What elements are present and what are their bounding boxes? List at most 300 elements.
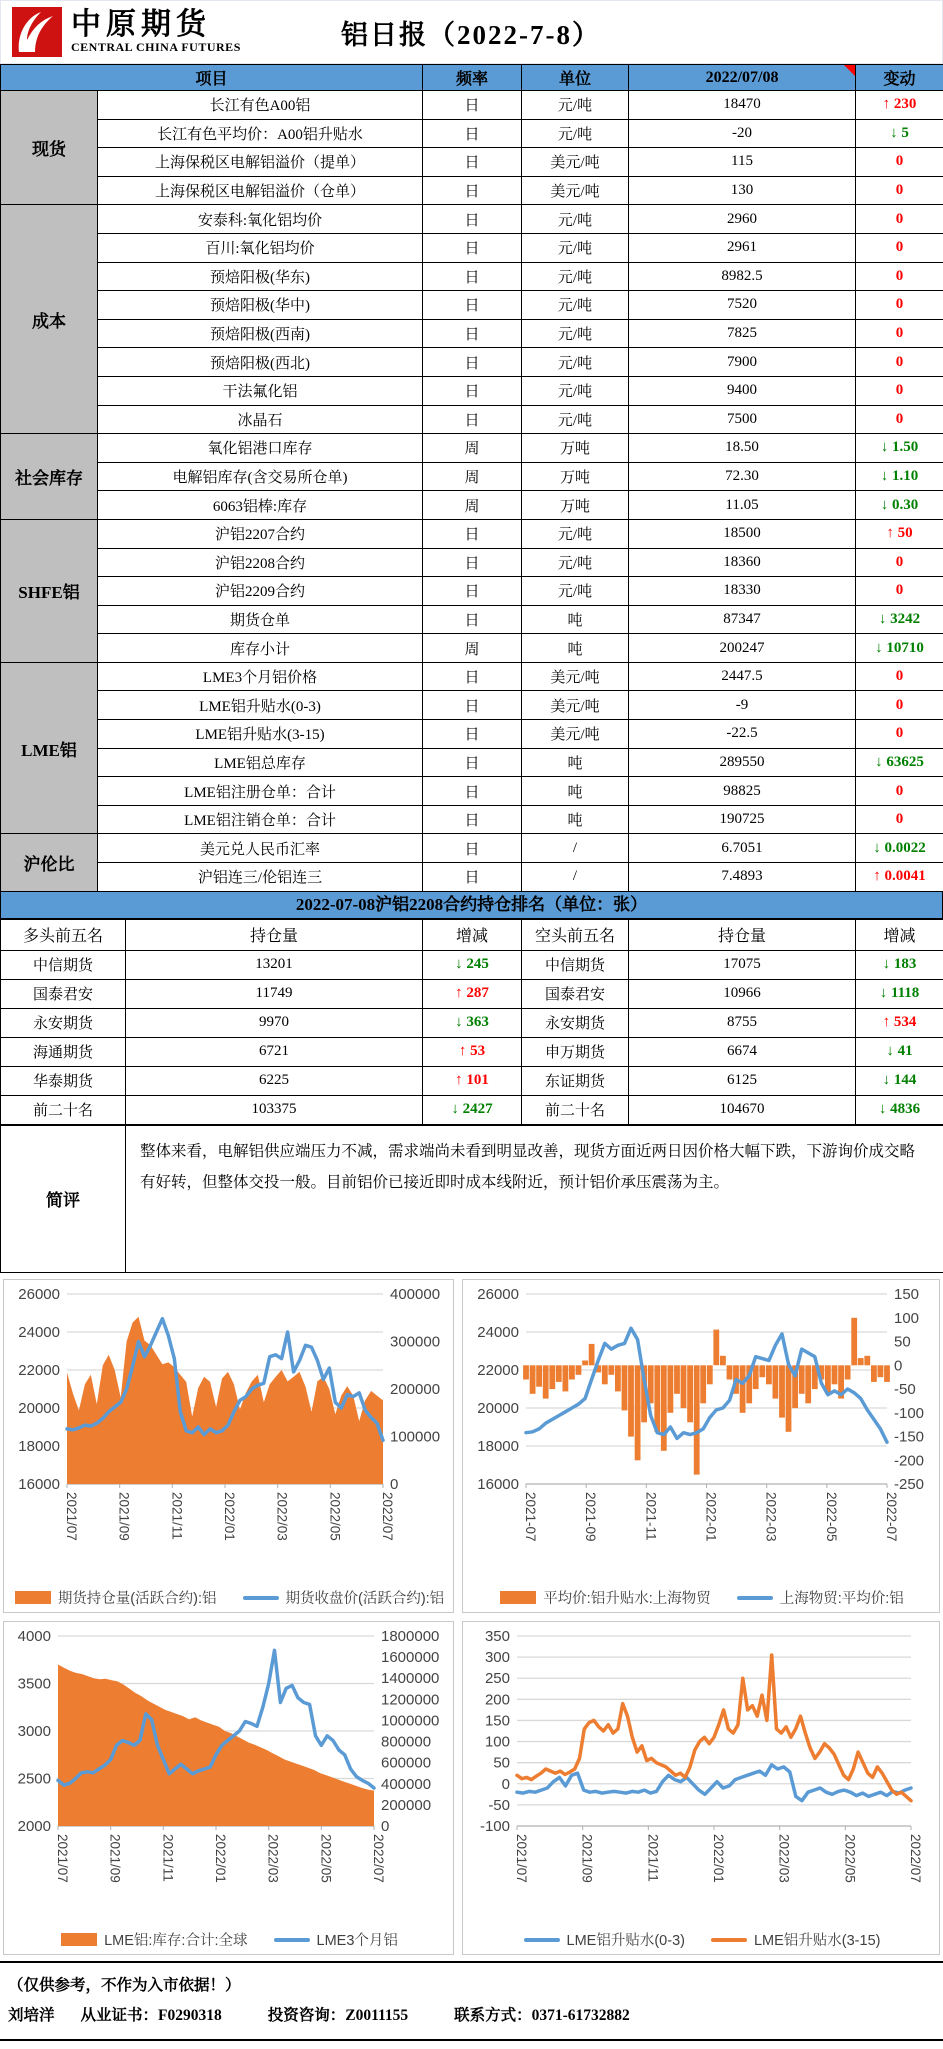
svg-text:2022/07: 2022/07 xyxy=(371,1833,386,1883)
item-change xyxy=(856,748,943,777)
ranking-banner: 2022-07-08沪铝2208合约持仓排名（单位：张） xyxy=(0,892,943,919)
ranking-cell: 13201 xyxy=(126,950,423,979)
svg-text:2022/05: 2022/05 xyxy=(318,1833,334,1883)
svg-text:1400000: 1400000 xyxy=(381,1669,440,1687)
item-name: 百川:氧化铝均价 xyxy=(98,233,423,262)
table-row xyxy=(1,691,943,720)
legend-label: 平均价:铝升贴水:上海物贸 xyxy=(543,1591,711,1608)
item-change xyxy=(856,176,943,205)
item-change xyxy=(856,291,943,320)
item-value: 289550 xyxy=(629,748,856,777)
item-unit: 美元/吨 xyxy=(522,691,629,720)
item-value: 7900 xyxy=(629,348,856,377)
change-up: ↑ 534 xyxy=(882,1014,917,1031)
svg-text:2022-03: 2022-03 xyxy=(763,1491,779,1542)
item-change xyxy=(856,348,943,377)
svg-text:3000: 3000 xyxy=(17,1722,51,1740)
change-flat: 0 xyxy=(895,182,904,199)
item-value: 6.7051 xyxy=(629,834,856,863)
svg-text:2022/01: 2022/01 xyxy=(222,1491,237,1541)
item-value: 7825 xyxy=(629,319,856,348)
chart-panel xyxy=(3,1279,454,1613)
item-value: -20 xyxy=(629,119,856,148)
item-name: LME铝升贴水(3-15) xyxy=(98,720,423,749)
table-row xyxy=(1,720,943,749)
svg-text:2000: 2000 xyxy=(17,1817,51,1835)
change-down: ↓ 0.0022 xyxy=(873,839,926,856)
item-value: 18330 xyxy=(629,577,856,606)
legend-line-swatch-icon xyxy=(524,1938,560,1942)
item-change xyxy=(856,462,943,491)
item-freq: 日 xyxy=(423,605,522,634)
item-freq: 日 xyxy=(423,863,522,892)
page-title: 铝日报（2022-7-8） xyxy=(341,19,601,50)
svg-text:26000: 26000 xyxy=(18,1285,60,1303)
item-unit: 吨 xyxy=(522,605,629,634)
group-label: LME铝 xyxy=(1,662,98,834)
svg-text:2022/01: 2022/01 xyxy=(213,1833,228,1883)
item-name: 沪铝连三/伦铝连三 xyxy=(98,863,423,892)
change-up: ↑ 287 xyxy=(455,985,489,1002)
item-name: 干法氟化铝 xyxy=(98,376,423,405)
table-row xyxy=(1,434,943,463)
item-change xyxy=(856,205,943,234)
svg-text:2022/03: 2022/03 xyxy=(274,1491,290,1541)
item-name: 上海保税区电解铝溢价（提单） xyxy=(98,148,423,177)
item-name: 预焙阳极(西北) xyxy=(98,348,423,377)
change-down: ↓ 5 xyxy=(890,124,909,141)
ranking-col-header: 多头前五名 xyxy=(1,919,126,950)
contact-phone: 联系方式：0371-61732882 xyxy=(454,2006,630,2024)
item-change xyxy=(856,233,943,262)
company-name xyxy=(71,10,241,54)
item-unit: 元/吨 xyxy=(522,319,629,348)
item-change xyxy=(856,720,943,749)
table-row xyxy=(1,405,943,434)
change-flat: 0 xyxy=(895,811,904,828)
item-name: 沪铝2208合约 xyxy=(98,548,423,577)
item-change xyxy=(856,777,943,806)
item-unit: 元/吨 xyxy=(522,291,629,320)
item-freq: 日 xyxy=(423,348,522,377)
ranking-cell: 永安期货 xyxy=(1,1008,126,1037)
item-freq: 日 xyxy=(423,291,522,320)
svg-text:2022/07: 2022/07 xyxy=(380,1491,395,1541)
item-change xyxy=(856,119,943,148)
ranking-col-header: 持仓量 xyxy=(126,919,423,950)
svg-text:800000: 800000 xyxy=(381,1733,432,1751)
item-value: 200247 xyxy=(629,634,856,663)
item-name: 美元兑人民币汇率 xyxy=(98,834,423,863)
svg-text:20000: 20000 xyxy=(18,1399,60,1417)
item-freq: 日 xyxy=(423,405,522,434)
change-down: ↓ 1118 xyxy=(879,985,920,1002)
change-flat: 0 xyxy=(895,582,904,599)
svg-text:1200000: 1200000 xyxy=(381,1690,440,1708)
item-unit: 吨 xyxy=(522,805,629,834)
chart-plot xyxy=(465,1282,937,1576)
table-row xyxy=(1,262,943,291)
item-change xyxy=(856,91,943,120)
ranking-col-header: 空头前五名 xyxy=(522,919,629,950)
change-flat: 0 xyxy=(895,239,904,256)
item-unit: 万吨 xyxy=(522,462,629,491)
svg-text:2021-09: 2021-09 xyxy=(583,1491,599,1542)
change-down: ↓ 63625 xyxy=(875,753,924,770)
legend-label: 期货持仓量(活跃合约):铝 xyxy=(57,1591,217,1608)
chart-legend xyxy=(6,1581,453,1615)
legend-line-swatch-icon xyxy=(274,1938,310,1942)
svg-text:100: 100 xyxy=(894,1309,920,1327)
ranking-change xyxy=(856,1037,943,1066)
table-row xyxy=(1,777,943,806)
chart-legend xyxy=(465,1581,939,1615)
item-name: 库存小计 xyxy=(98,634,423,663)
svg-text:0: 0 xyxy=(501,1775,510,1793)
table-row xyxy=(1,148,943,177)
item-change xyxy=(856,148,943,177)
ranking-cell: 海通期货 xyxy=(1,1037,126,1066)
item-unit: / xyxy=(522,863,629,892)
table-row xyxy=(1,376,943,405)
item-name: LME铝总库存 xyxy=(98,748,423,777)
change-up: ↑ 50 xyxy=(886,525,913,542)
item-name: 预焙阳极(华中) xyxy=(98,291,423,320)
item-freq: 日 xyxy=(423,691,522,720)
ranking-cell: 中信期货 xyxy=(522,950,629,979)
item-change xyxy=(856,434,943,463)
group-label: 成本 xyxy=(1,205,98,434)
svg-text:2021/11: 2021/11 xyxy=(645,1833,661,1882)
report-header xyxy=(0,0,943,64)
change-down: ↓ 0.30 xyxy=(880,496,919,513)
change-down: ↓ 245 xyxy=(455,956,489,973)
ranking-row xyxy=(1,1008,943,1037)
svg-text:250: 250 xyxy=(484,1669,510,1687)
svg-text:22000: 22000 xyxy=(18,1361,60,1379)
ranking-change xyxy=(423,1008,522,1037)
item-name: LME铝升贴水(0-3) xyxy=(98,691,423,720)
legend-item xyxy=(15,1587,217,1608)
col-header-item: 项目 xyxy=(1,65,423,91)
legend-item xyxy=(500,1587,711,1608)
legend-item xyxy=(711,1929,881,1950)
svg-text:2500: 2500 xyxy=(17,1770,51,1788)
item-freq: 日 xyxy=(423,262,522,291)
charts-grid xyxy=(0,1273,943,1961)
item-name: 氧化铝港口库存 xyxy=(98,434,423,463)
price-table xyxy=(0,64,943,892)
item-change xyxy=(856,548,943,577)
ranking-cell: 东证期货 xyxy=(522,1066,629,1095)
legend-line-swatch-icon xyxy=(711,1938,747,1942)
item-name: 安泰科:氧化铝均价 xyxy=(98,205,423,234)
item-name: 电解铝库存(含交易所仓单) xyxy=(98,462,423,491)
legend-area-swatch-icon xyxy=(500,1591,536,1604)
legend-label: LME铝升贴水(3-15) xyxy=(753,1933,881,1950)
ranking-cell: 6721 xyxy=(126,1037,423,1066)
item-unit: 元/吨 xyxy=(522,405,629,434)
legend-label: 上海物贸:平均价:铝 xyxy=(779,1591,904,1608)
item-value: 18360 xyxy=(629,548,856,577)
item-change xyxy=(856,519,943,548)
comment-text: 整体来看，电解铝供应端压力不减，需求端尚未看到明显改善，现货方面近两日因价格大幅下跌，下游询价成交略有好转，但整体交投一般。目前铝价已接近即时成本线附近，预计铝价承压震荡为主。 xyxy=(126,1125,943,1272)
change-down: ↓ 41 xyxy=(886,1043,913,1060)
item-change xyxy=(856,634,943,663)
report-date: 2022/07/08 xyxy=(705,68,779,86)
item-unit: / xyxy=(522,834,629,863)
item-freq: 日 xyxy=(423,748,522,777)
ranking-cell: 国泰君安 xyxy=(522,979,629,1008)
svg-text:200000: 200000 xyxy=(390,1380,441,1398)
item-name: 长江有色平均价：A00铝升贴水 xyxy=(98,119,423,148)
chart-panel xyxy=(462,1279,940,1613)
item-unit: 元/吨 xyxy=(522,233,629,262)
ranking-change xyxy=(856,1008,943,1037)
svg-text:2022-07: 2022-07 xyxy=(884,1491,899,1542)
svg-text:300000: 300000 xyxy=(390,1333,441,1351)
ranking-row xyxy=(1,1066,943,1095)
svg-text:24000: 24000 xyxy=(477,1323,519,1341)
change-flat: 0 xyxy=(895,296,904,313)
ranking-cell: 前二十名 xyxy=(522,1095,629,1124)
svg-text:0: 0 xyxy=(381,1817,390,1835)
ranking-cell: 华泰期货 xyxy=(1,1066,126,1095)
item-value: 11.05 xyxy=(629,491,856,520)
group-label: 社会库存 xyxy=(1,434,98,520)
item-change xyxy=(856,319,943,348)
item-freq: 日 xyxy=(423,148,522,177)
chart-panel xyxy=(3,1621,454,1955)
svg-text:2022/05: 2022/05 xyxy=(327,1491,343,1541)
ranking-cell: 103375 xyxy=(126,1095,423,1124)
table-row xyxy=(1,91,943,120)
item-value: 7.4893 xyxy=(629,863,856,892)
comment-table xyxy=(0,1125,943,1273)
col-header-unit: 单位 xyxy=(522,65,629,91)
item-change xyxy=(856,376,943,405)
ranking-cell: 中信期货 xyxy=(1,950,126,979)
svg-text:200000: 200000 xyxy=(381,1796,432,1814)
item-unit: 万吨 xyxy=(522,434,629,463)
svg-text:2021/11: 2021/11 xyxy=(169,1491,185,1540)
item-name: 6063铝棒:库存 xyxy=(98,491,423,520)
change-flat: 0 xyxy=(895,696,904,713)
analyst-name: 刘培洋 xyxy=(8,2006,55,2024)
item-value: 8982.5 xyxy=(629,262,856,291)
svg-text:0: 0 xyxy=(390,1475,399,1493)
ranking-change xyxy=(856,1095,943,1124)
change-down: ↓ 363 xyxy=(455,1014,489,1031)
svg-text:2022/05: 2022/05 xyxy=(842,1833,858,1883)
svg-text:100000: 100000 xyxy=(390,1428,441,1446)
svg-text:-50: -50 xyxy=(894,1380,916,1398)
svg-text:2021/11: 2021/11 xyxy=(160,1833,176,1882)
ranking-col-header: 增减 xyxy=(856,919,943,950)
legend-item xyxy=(737,1587,904,1608)
change-flat: 0 xyxy=(895,553,904,570)
ranking-cell: 永安期货 xyxy=(522,1008,629,1037)
item-value: 98825 xyxy=(629,777,856,806)
item-freq: 日 xyxy=(423,91,522,120)
change-down: ↓ 183 xyxy=(882,956,917,973)
item-value: 2961 xyxy=(629,233,856,262)
svg-text:2022/03: 2022/03 xyxy=(776,1833,792,1883)
change-flat: 0 xyxy=(895,782,904,799)
svg-text:400000: 400000 xyxy=(381,1775,432,1793)
item-freq: 日 xyxy=(423,720,522,749)
item-freq: 周 xyxy=(423,462,522,491)
table-row xyxy=(1,462,943,491)
ranking-change xyxy=(423,1095,522,1124)
legend-item xyxy=(61,1929,247,1950)
item-unit: 元/吨 xyxy=(522,577,629,606)
chart-plot xyxy=(6,1624,451,1918)
item-freq: 日 xyxy=(423,376,522,405)
ranking-cell: 17075 xyxy=(629,950,856,979)
change-down: ↓ 144 xyxy=(882,1072,917,1089)
item-value: -9 xyxy=(629,691,856,720)
svg-text:26000: 26000 xyxy=(477,1285,519,1303)
item-value: 2960 xyxy=(629,205,856,234)
ranking-cell: 11749 xyxy=(126,979,423,1008)
svg-text:-150: -150 xyxy=(894,1428,925,1446)
svg-text:150: 150 xyxy=(894,1285,920,1303)
item-change xyxy=(856,491,943,520)
change-flat: 0 xyxy=(895,267,904,284)
item-freq: 日 xyxy=(423,119,522,148)
svg-text:1800000: 1800000 xyxy=(381,1627,440,1645)
item-unit: 美元/吨 xyxy=(522,720,629,749)
col-header-date xyxy=(629,65,856,91)
svg-text:400000: 400000 xyxy=(390,1285,441,1303)
item-value: 130 xyxy=(629,176,856,205)
legend-item xyxy=(274,1929,398,1950)
change-down: ↓ 1.10 xyxy=(880,468,919,485)
change-flat: 0 xyxy=(895,382,904,399)
svg-text:2021/09: 2021/09 xyxy=(107,1833,123,1883)
item-unit: 元/吨 xyxy=(522,519,629,548)
svg-text:2022-05: 2022-05 xyxy=(823,1491,839,1542)
chart-plot xyxy=(465,1624,937,1918)
item-unit: 美元/吨 xyxy=(522,662,629,691)
item-freq: 日 xyxy=(423,662,522,691)
item-freq: 日 xyxy=(423,519,522,548)
item-change xyxy=(856,834,943,863)
item-freq: 日 xyxy=(423,805,522,834)
item-unit: 万吨 xyxy=(522,491,629,520)
item-name: 沪铝2209合约 xyxy=(98,577,423,606)
table-row xyxy=(1,205,943,234)
item-unit: 美元/吨 xyxy=(522,148,629,177)
ranking-cell: 前二十名 xyxy=(1,1095,126,1124)
table-row xyxy=(1,805,943,834)
svg-text:50: 50 xyxy=(894,1333,911,1351)
comment-row xyxy=(1,1125,943,1272)
item-value: 7500 xyxy=(629,405,856,434)
svg-text:100: 100 xyxy=(484,1733,510,1751)
item-value: 7520 xyxy=(629,291,856,320)
item-name: 冰晶石 xyxy=(98,405,423,434)
ranking-change xyxy=(856,1066,943,1095)
item-freq: 周 xyxy=(423,434,522,463)
item-value: 18470 xyxy=(629,91,856,120)
svg-text:2021/09: 2021/09 xyxy=(579,1833,595,1883)
footer-contact-line xyxy=(8,2003,935,2025)
item-value: 18500 xyxy=(629,519,856,548)
table-row xyxy=(1,834,943,863)
change-down: ↓ 2427 xyxy=(451,1101,493,1118)
svg-text:2022/07: 2022/07 xyxy=(908,1833,923,1883)
item-change xyxy=(856,691,943,720)
analyst-cert: 从业证书：F0290318 xyxy=(80,2006,222,2024)
ranking-header-row xyxy=(1,919,943,950)
item-unit: 元/吨 xyxy=(522,205,629,234)
chart-legend xyxy=(6,1923,453,1957)
table-row xyxy=(1,319,943,348)
change-flat: 0 xyxy=(895,668,904,685)
item-value: 72.30 xyxy=(629,462,856,491)
change-flat: 0 xyxy=(895,325,904,342)
ranking-cell: 国泰君安 xyxy=(1,979,126,1008)
legend-label: 期货收盘价(活跃合约):铝 xyxy=(285,1591,445,1608)
svg-text:22000: 22000 xyxy=(477,1361,519,1379)
ranking-cell: 申万期货 xyxy=(522,1037,629,1066)
table-row xyxy=(1,634,943,663)
item-change xyxy=(856,605,943,634)
item-name: 预焙阳极(华东) xyxy=(98,262,423,291)
table-row xyxy=(1,605,943,634)
table-row xyxy=(1,748,943,777)
item-name: 沪铝2207合约 xyxy=(98,519,423,548)
change-flat: 0 xyxy=(895,410,904,427)
item-value: -22.5 xyxy=(629,720,856,749)
chart-plot xyxy=(6,1282,451,1576)
item-unit: 吨 xyxy=(522,634,629,663)
svg-text:-100: -100 xyxy=(894,1404,925,1422)
item-unit: 元/吨 xyxy=(522,376,629,405)
ranking-change xyxy=(423,979,522,1008)
legend-label: LME铝:库存:合计:全球 xyxy=(104,1933,248,1950)
ranking-row xyxy=(1,950,943,979)
item-name: LME铝注册仓单：合计 xyxy=(98,777,423,806)
company-name-cn: 中原期货 xyxy=(71,8,211,41)
report-footer xyxy=(0,1961,943,2041)
item-value: 190725 xyxy=(629,805,856,834)
company-logo-icon xyxy=(11,6,63,58)
item-unit: 元/吨 xyxy=(522,348,629,377)
ranking-change xyxy=(423,1066,522,1095)
svg-text:300: 300 xyxy=(484,1648,510,1666)
ranking-col-header: 持仓量 xyxy=(629,919,856,950)
item-unit: 元/吨 xyxy=(522,91,629,120)
table-row xyxy=(1,491,943,520)
change-flat: 0 xyxy=(895,725,904,742)
ranking-col-header: 增减 xyxy=(423,919,522,950)
item-unit: 吨 xyxy=(522,748,629,777)
svg-text:18000: 18000 xyxy=(18,1437,60,1455)
ranking-change xyxy=(423,950,522,979)
svg-text:2021/07: 2021/07 xyxy=(64,1491,79,1541)
legend-item xyxy=(524,1929,685,1950)
col-header-freq: 频率 xyxy=(423,65,522,91)
group-label: SHFE铝 xyxy=(1,519,98,662)
legend-line-swatch-icon xyxy=(737,1596,773,1600)
item-name: 上海保税区电解铝溢价（仓单） xyxy=(98,176,423,205)
item-change xyxy=(856,262,943,291)
item-value: 87347 xyxy=(629,605,856,634)
company-name-en: CENTRAL CHINA FUTURES xyxy=(71,40,241,54)
